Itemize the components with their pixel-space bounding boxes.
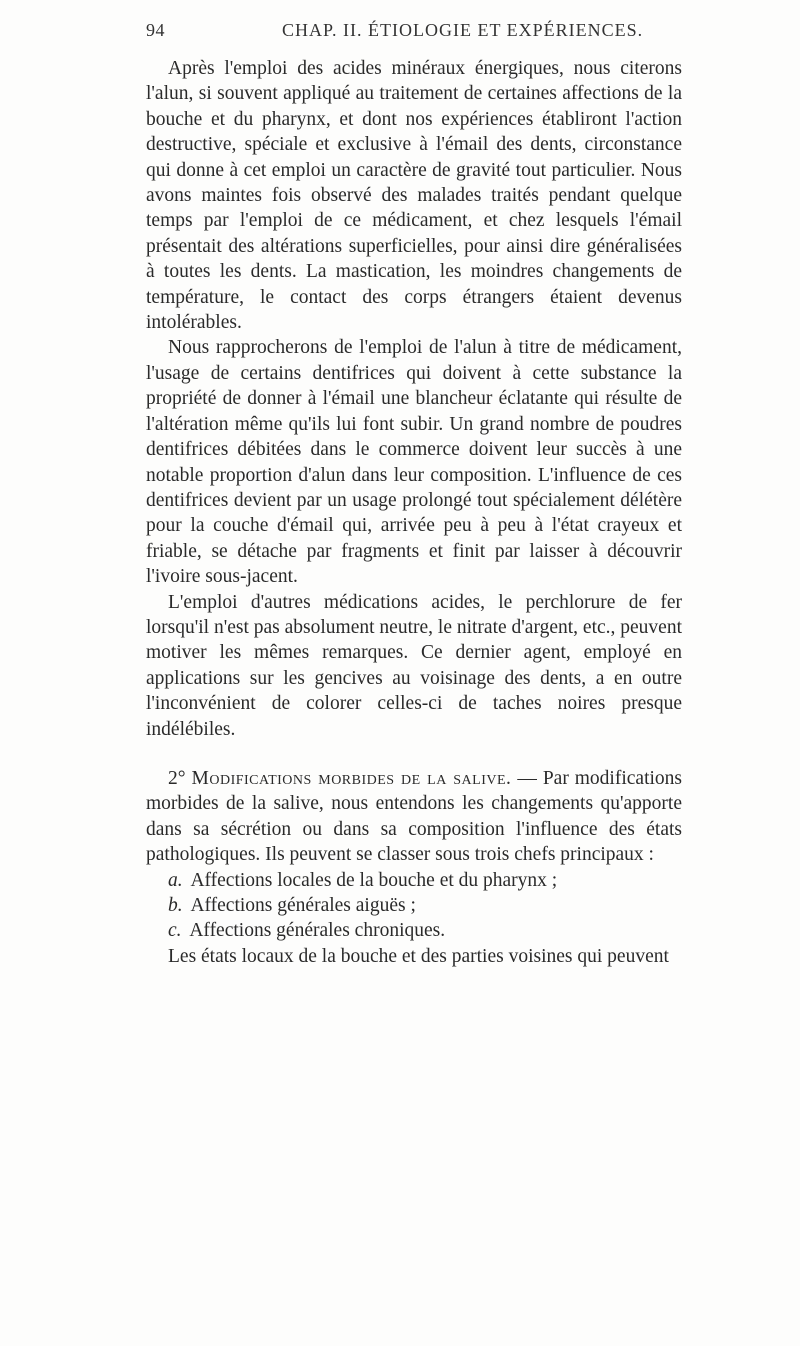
list-item: [146, 868, 682, 893]
paragraph-dentifrices: Nous rapprocherons de l'emploi de l'alun à titre de médicament, l'usage de certains dentifrices qui doivent à cette substance la propriété de donner à l'émail une blancheur éclatante qui résulte de l'altération même qu'ils lui font subir. Un grand nombre de poudres dentifrices débitées dans le commerce doivent leur succès à une notable proportion d'alun dans leur composition. L'influence de ces dentifrices devient par un usage prolongé tout spécialement délétère pour la couche d'émail qui, arrivée peu à peu à l'état crayeux et friable, se détache par fragments et finit par laisser à découvrir l'ivoire sous-jacent.: [146, 337, 682, 588]
affections-list: [146, 868, 682, 944]
page-header: [146, 20, 682, 50]
page-number: 94: [146, 20, 165, 40]
list-item-letter: b.: [168, 895, 183, 916]
section-salive: [146, 766, 682, 868]
paragraph-closing: Les états locaux de la bouche et des parties voisines qui peuvent: [168, 945, 669, 967]
list-item-letter: a.: [168, 869, 183, 891]
list-item: [146, 893, 682, 918]
paragraph-medications: L'emploi d'autres médications acides, le perchlorure de fer lorsqu'il n'est pas absolument neutre, le nitrate d'argent, etc., peuvent motiver les mêmes remarques. Ce dernier agent, employé en applications sur les gencives au voisinage des dents, a en outre l'inconvénient de colorer celles-ci de taches noires presque indélébiles.: [146, 591, 682, 740]
paragraph-alun: Après l'emploi des acides minéraux énergiques, nous citerons l'alun, si souvent appliqué au traitement de certaines affections de la bouche et du pharynx, et dont nos expériences établiront l'action destructive, spéciale et exclusive à l'émail des dents, circonstance qui donne à cet emploi un caractère de gravité tout particulier. Nous avons maintes fois observé des malades traités pendant quelque temps par l'emploi de ce médicament, et chez lesquels l'émail présentait des altérations superficielles, pour ainsi dire généralisées à toutes les dents. La mastication, les moindres changements de température, le contact des corps étrangers étaient devenus intolérables.: [146, 58, 682, 334]
section-number: 2°: [168, 767, 186, 789]
section-text: — Par modifications morbides de la salive, nous entendons les changements qu'apporte dans sa sécrétion ou dans sa composition l'influence des états pathologiques. Ils peuvent se classer sous trois chefs principaux :: [146, 767, 682, 866]
list-item-letter: c.: [168, 920, 182, 942]
list-item-text: Affections générales chroniques.: [189, 920, 446, 942]
list-item: [146, 918, 682, 943]
list-item-text: Affections générales aiguës ;: [190, 895, 416, 916]
section-title: Modifications morbides de la salive.: [191, 767, 512, 789]
list-item-text: Affections locales de la bouche et du pharynx ;: [190, 869, 558, 891]
page-body: [146, 56, 682, 969]
running-head: CHAP. II. ÉTIOLOGIE ET EXPÉRIENCES.: [282, 20, 644, 40]
